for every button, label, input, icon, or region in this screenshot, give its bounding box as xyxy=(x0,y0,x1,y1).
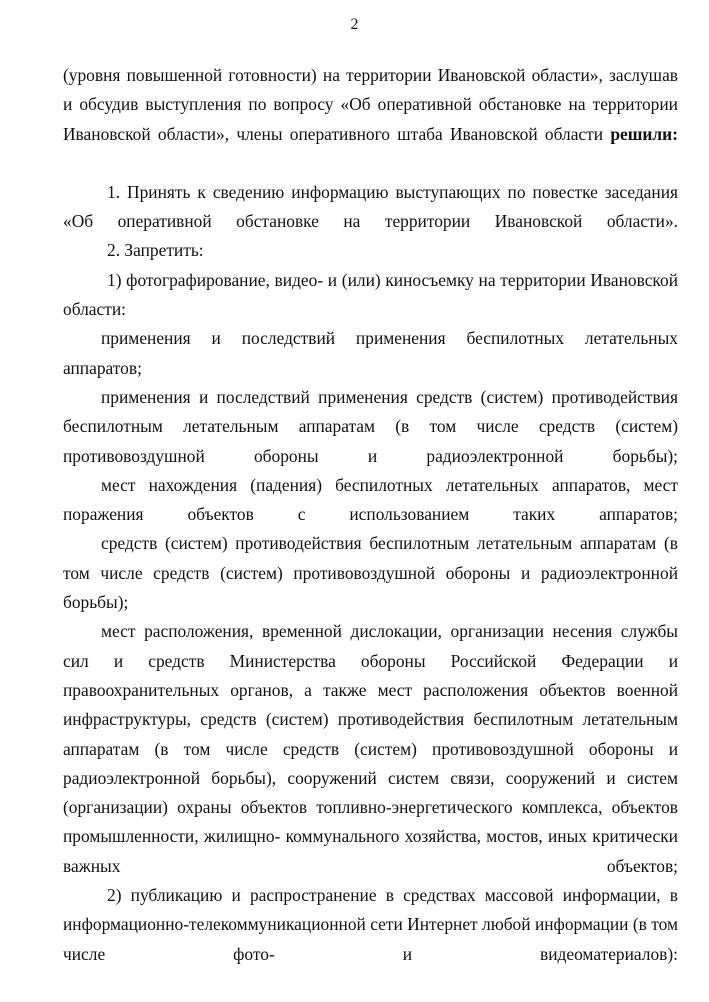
text-line: применения и последствий применения средств (систем) противодействия xyxy=(101,386,678,407)
intro-paragraph xyxy=(63,61,678,149)
text-line: числе фото- и видеоматериалов): xyxy=(63,943,678,964)
subitem-1-paragraph xyxy=(63,266,678,325)
item-2-paragraph xyxy=(63,236,678,265)
text-line: мест нахождения (падения) беспилотных летательных аппаратов, мест xyxy=(101,474,678,495)
text-line: Ивановской области», члены оперативного штаба Ивановской области xyxy=(63,123,611,144)
text-line: противовоздушной обороны и радиоэлектронной борьбы); xyxy=(63,445,678,466)
text-line: коммунального хозяйства, мостов, иных критически важных объектов; xyxy=(63,826,678,876)
text-line: поражения объектов с использованием таких аппаратов; xyxy=(63,504,678,525)
list-paragraph-counter-uav-means xyxy=(63,529,678,617)
list-paragraph-counter-uav-use xyxy=(63,383,678,471)
text-line: 1. Принять к сведению информацию выступающих по повестке заседания «Об xyxy=(63,181,678,232)
text-line: органов, а также мест расположения объектов военной инфраструктуры, средств xyxy=(63,679,678,730)
text-line: (систем) противодействия беспилотным летательным аппаратам (в том числе xyxy=(63,709,678,759)
text-line: информационно-телекоммуникационной сети Интернет любой информации (в том xyxy=(63,914,678,935)
text-line: мест расположения, временной дислокации, организации несения службы сил xyxy=(63,621,678,671)
text-line: средств (систем) противодействия беспилотным летательным аппаратам (в xyxy=(101,533,678,554)
text-line: (уровня повышенной готовности) на территории Ивановской области», заслушав и xyxy=(63,65,678,115)
text-line: беспилотным летательным аппаратам (в том числе средств (систем) xyxy=(63,416,678,437)
text-line: области: xyxy=(63,299,126,320)
text-line: оперативной обстановке на территории Ивановской области». xyxy=(117,211,678,232)
item-1-paragraph xyxy=(63,178,678,237)
text-line: обсудив выступления по вопросу «Об оперативной обстановке на территории xyxy=(79,94,678,115)
list-paragraph-uav-locations xyxy=(63,471,678,530)
text-line: 1) фотографирование, видео- и (или) киносъемку на территории Ивановской xyxy=(107,269,678,290)
text-line: и средств Министерства обороны Российской Федерации и правоохранительных xyxy=(63,650,678,700)
document-body xyxy=(63,61,678,969)
text-line: борьбы); xyxy=(63,592,129,613)
text-line: 2) публикацию и распространение в средствах массовой информации, в xyxy=(107,885,678,906)
text-line: 2. Запретить: xyxy=(107,240,204,261)
text-line: топливно-энергетического комплекса, объектов промышленности, жилищно- xyxy=(63,797,678,847)
text-line: применения и последствий применения беспилотных летательных аппаратов; xyxy=(63,328,678,378)
text-line: сооружений систем связи, сооружений и систем (организации) охраны объектов xyxy=(63,767,678,818)
page-number: 2 xyxy=(350,16,359,33)
text-line: том числе средств (систем) противовоздушной обороны и радиоэлектронной xyxy=(63,562,678,583)
decision-keyword: решили: xyxy=(610,123,678,144)
subitem-2-paragraph xyxy=(63,881,678,969)
list-paragraph-uav-use xyxy=(63,324,678,383)
text-line: средств (систем) противовоздушной обороны и радиоэлектронной борьбы), xyxy=(63,738,679,788)
list-paragraph-military-sites xyxy=(63,617,678,881)
